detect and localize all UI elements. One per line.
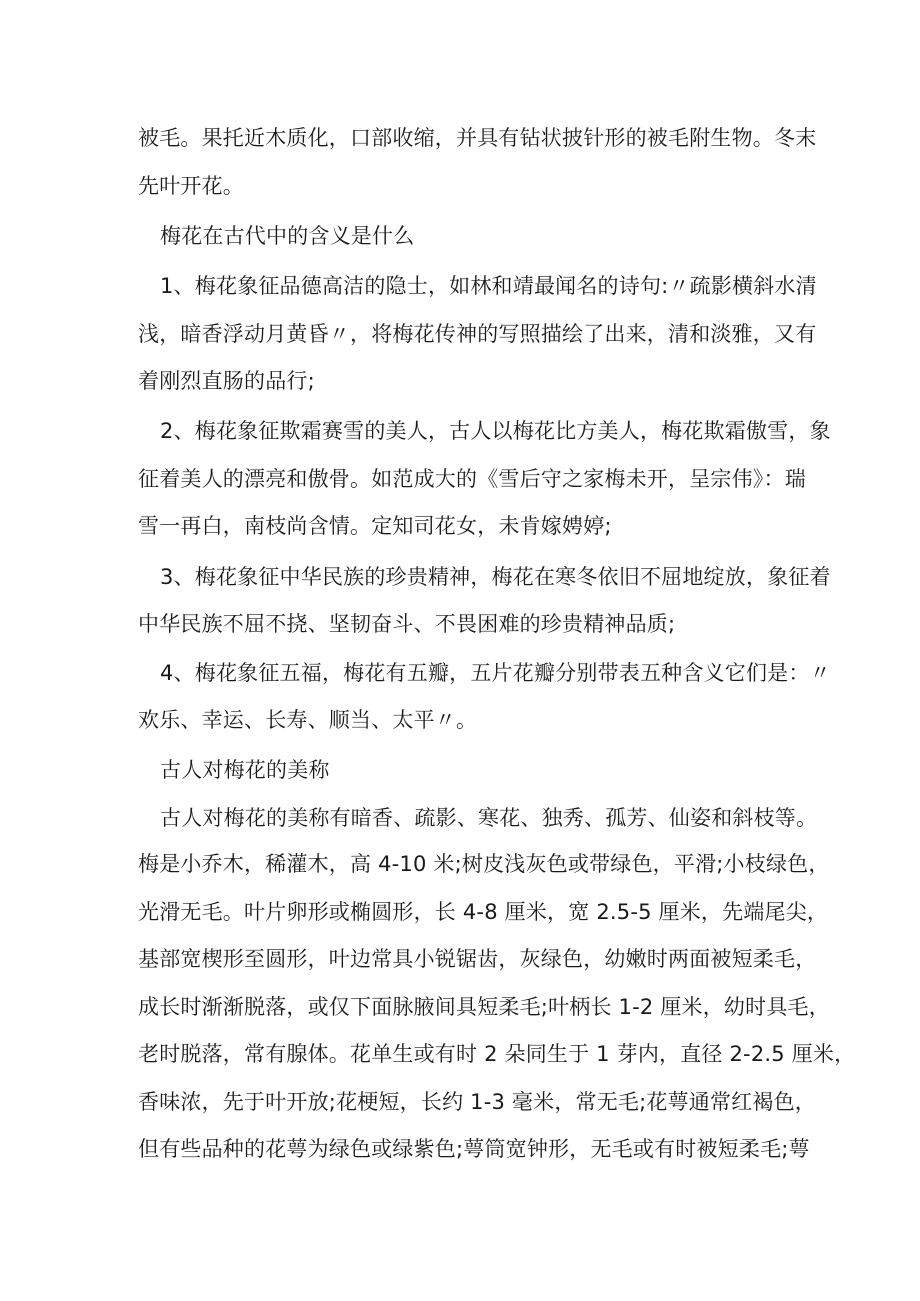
text-line: 1、梅花象征品德高洁的隐士，如林和靖最闻名的诗句:〃疏影横斜水清 xyxy=(160,274,817,298)
text-line: 光滑无毛。叶片卵形或椭圆形，长 4-8 厘米，宽 2.5-5 厘米，先端尾尖， xyxy=(138,900,829,924)
text-line: 香味浓，先于叶开放;花梗短，长约 1-3 毫米，常无毛;花萼通常红褐色， xyxy=(138,1090,816,1114)
text-line: 着刚烈直肠的品行; xyxy=(138,369,315,393)
text-line: 老时脱落，常有腺体。花单生或有时 2 朵同生于 1 芽内，直径 2-2.5 厘米， xyxy=(138,1042,856,1066)
text-line: 基部宽楔形至圆形，叶边常具小锐锯齿，灰绿色，幼嫩时两面被短柔毛， xyxy=(138,947,817,971)
text-line: 但有些品种的花萼为绿色或绿紫色;萼筒宽钟形，无毛或有时被短柔毛;萼 xyxy=(138,1137,810,1161)
text-line: 欢乐、幸运、长寿、顺当、太平〃。 xyxy=(138,708,478,732)
text-line: 先叶开花。 xyxy=(138,174,244,198)
text-line: 中华民族不屈不挠、坚韧奋斗、不畏困难的珍贵精神品质; xyxy=(138,612,676,636)
text-line: 古人对梅花的美称有暗香、疏影、寒花、独秀、孤芳、仙姿和斜枝等。 xyxy=(160,806,818,830)
text-line: 征着美人的漂亮和傲骨。如范成大的《雪后守之家梅未开，呈宗伟》：瑞 xyxy=(138,467,806,491)
text-line: 成长时渐渐脱落，或仅下面脉腋间具短柔毛;叶柄长 1-2 厘米，幼时具毛， xyxy=(138,995,830,1019)
text-line: 3、梅花象征中华民族的珍贵精神，梅花在寒冬依旧不屈地绽放，象征着 xyxy=(160,565,831,589)
section-heading: 梅花在古代中的含义是什么 xyxy=(160,224,415,248)
text-line: 2、梅花象征欺霜赛雪的美人，古人以梅花比方美人，梅花欺霜傲雪，象 xyxy=(160,419,831,443)
text-line: 4、梅花象征五福，梅花有五瓣，五片花瓣分别带表五种含义它们是：〃 xyxy=(160,661,831,685)
text-line: 浅，暗香浮动月黄昏〃，将梅花传神的写照描绘了出来，清和淡雅，又有 xyxy=(138,322,817,346)
text-line: 雪一再白，南枝尚含情。定知司花女，未肯嫁娉婷; xyxy=(138,514,612,538)
text-line: 被毛。果托近木质化，口部收缩，并具有钻状披针形的被毛附生物。冬末 xyxy=(138,126,817,150)
text-line: 梅是小乔木，稀灌木，高 4-10 米;树皮浅灰色或带绿色，平滑;小枝绿色， xyxy=(138,852,830,876)
section-heading: 古人对梅花的美称 xyxy=(160,758,330,782)
